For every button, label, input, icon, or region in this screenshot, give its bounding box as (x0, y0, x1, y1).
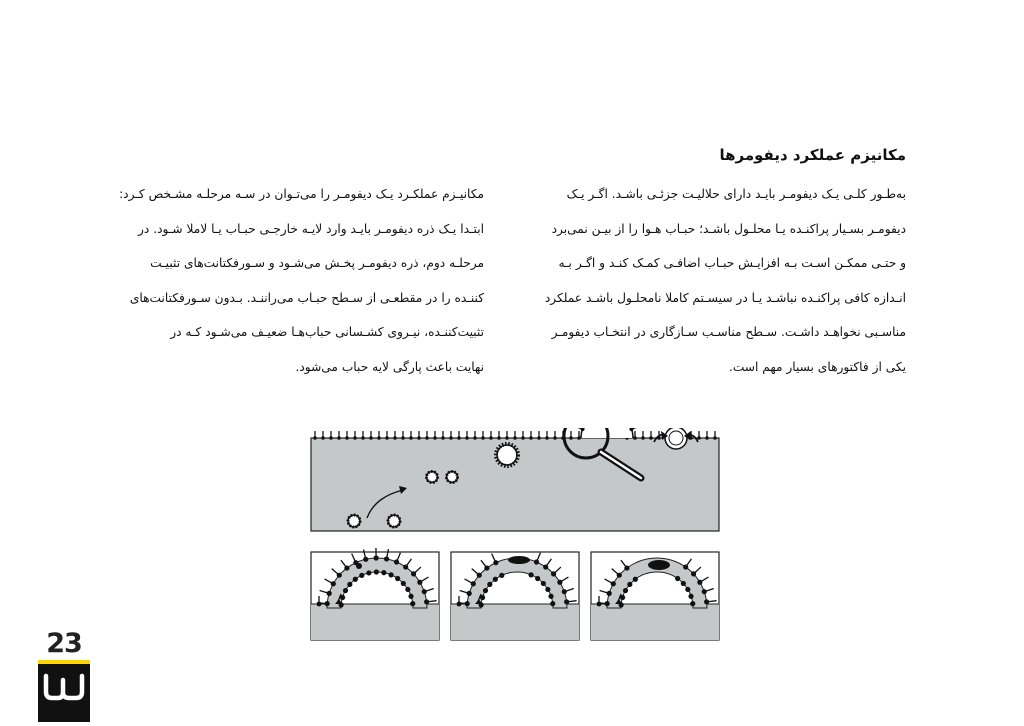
paragraph-left (88, 177, 484, 384)
text-line: ابتـدا یـک ذره دیفومـر بایـد وارد لایـه خارجـی حبـاب یـا لاملا شـود. در (88, 212, 484, 247)
small-bubble (447, 472, 458, 483)
text-line: نهایت باعث پارگی لایه حباب می‌شود. (88, 350, 484, 385)
stage-panel (311, 548, 439, 640)
text-line: به‌طـور کلـی یـک دیفومـر بایـد دارای حلالیـت جزئـی باشـد. اگـر یـک (510, 177, 906, 212)
text-line: کننـده را در مقطعـی از سـطح حبـاب می‌راننـد. بـدون سـورفکتانت‌های (88, 281, 484, 316)
text-line: و حتـی ممکـن اسـت بـه افزایـش حبـاب اضافـی کمـک کنـد و اگـر بـه (510, 246, 906, 281)
stage-panels (311, 548, 719, 640)
text-line: دیفومـر بسـیار پراکنـده یـا محلـول باشـد؛ حبـاب هـوا را از بیـن نمی‌برد (510, 212, 906, 247)
brand-logo-mark (38, 664, 90, 722)
defoamer-mechanism-illustration (309, 428, 723, 646)
small-bubble (348, 515, 360, 527)
small-bubble (427, 472, 438, 483)
text-line: مرحلـه دوم، ذره دیفومـر پخـش می‌شـود و سـورفکتانت‌های تثبیـت (88, 246, 484, 281)
brand-logo (38, 664, 90, 722)
text-line: یکی از فاکتورهای بسیار مهم است. (510, 350, 906, 385)
text-line: تثبیت‌کننـده، نیـروی کشـسانی حباب‌هـا ضعیـف می‌شـود کـه در (88, 315, 484, 350)
text-line: مکانیـزم عملکـرد یـک دیفومـر را می‌تـوان در سـه مرحلـه مشـخص کـرد: (88, 177, 484, 212)
text-line: مناسـبی نخواهـد داشـت. سـطح مناسـب سـازگاری در انتخـاب دیفومـر (510, 315, 906, 350)
stage-panel (591, 552, 719, 640)
small-bubble (388, 515, 400, 527)
text-line: انـدازه کافی پراکنـده نباشـد یـا در سیسـتم کاملا نامحلـول باشـد عملکرد (510, 281, 906, 316)
page-number: 23 (38, 628, 90, 659)
paragraph-right (510, 177, 906, 384)
section-heading: مکانیزم عملکرد دیفومرها (719, 146, 906, 164)
stage-panel (451, 552, 579, 640)
